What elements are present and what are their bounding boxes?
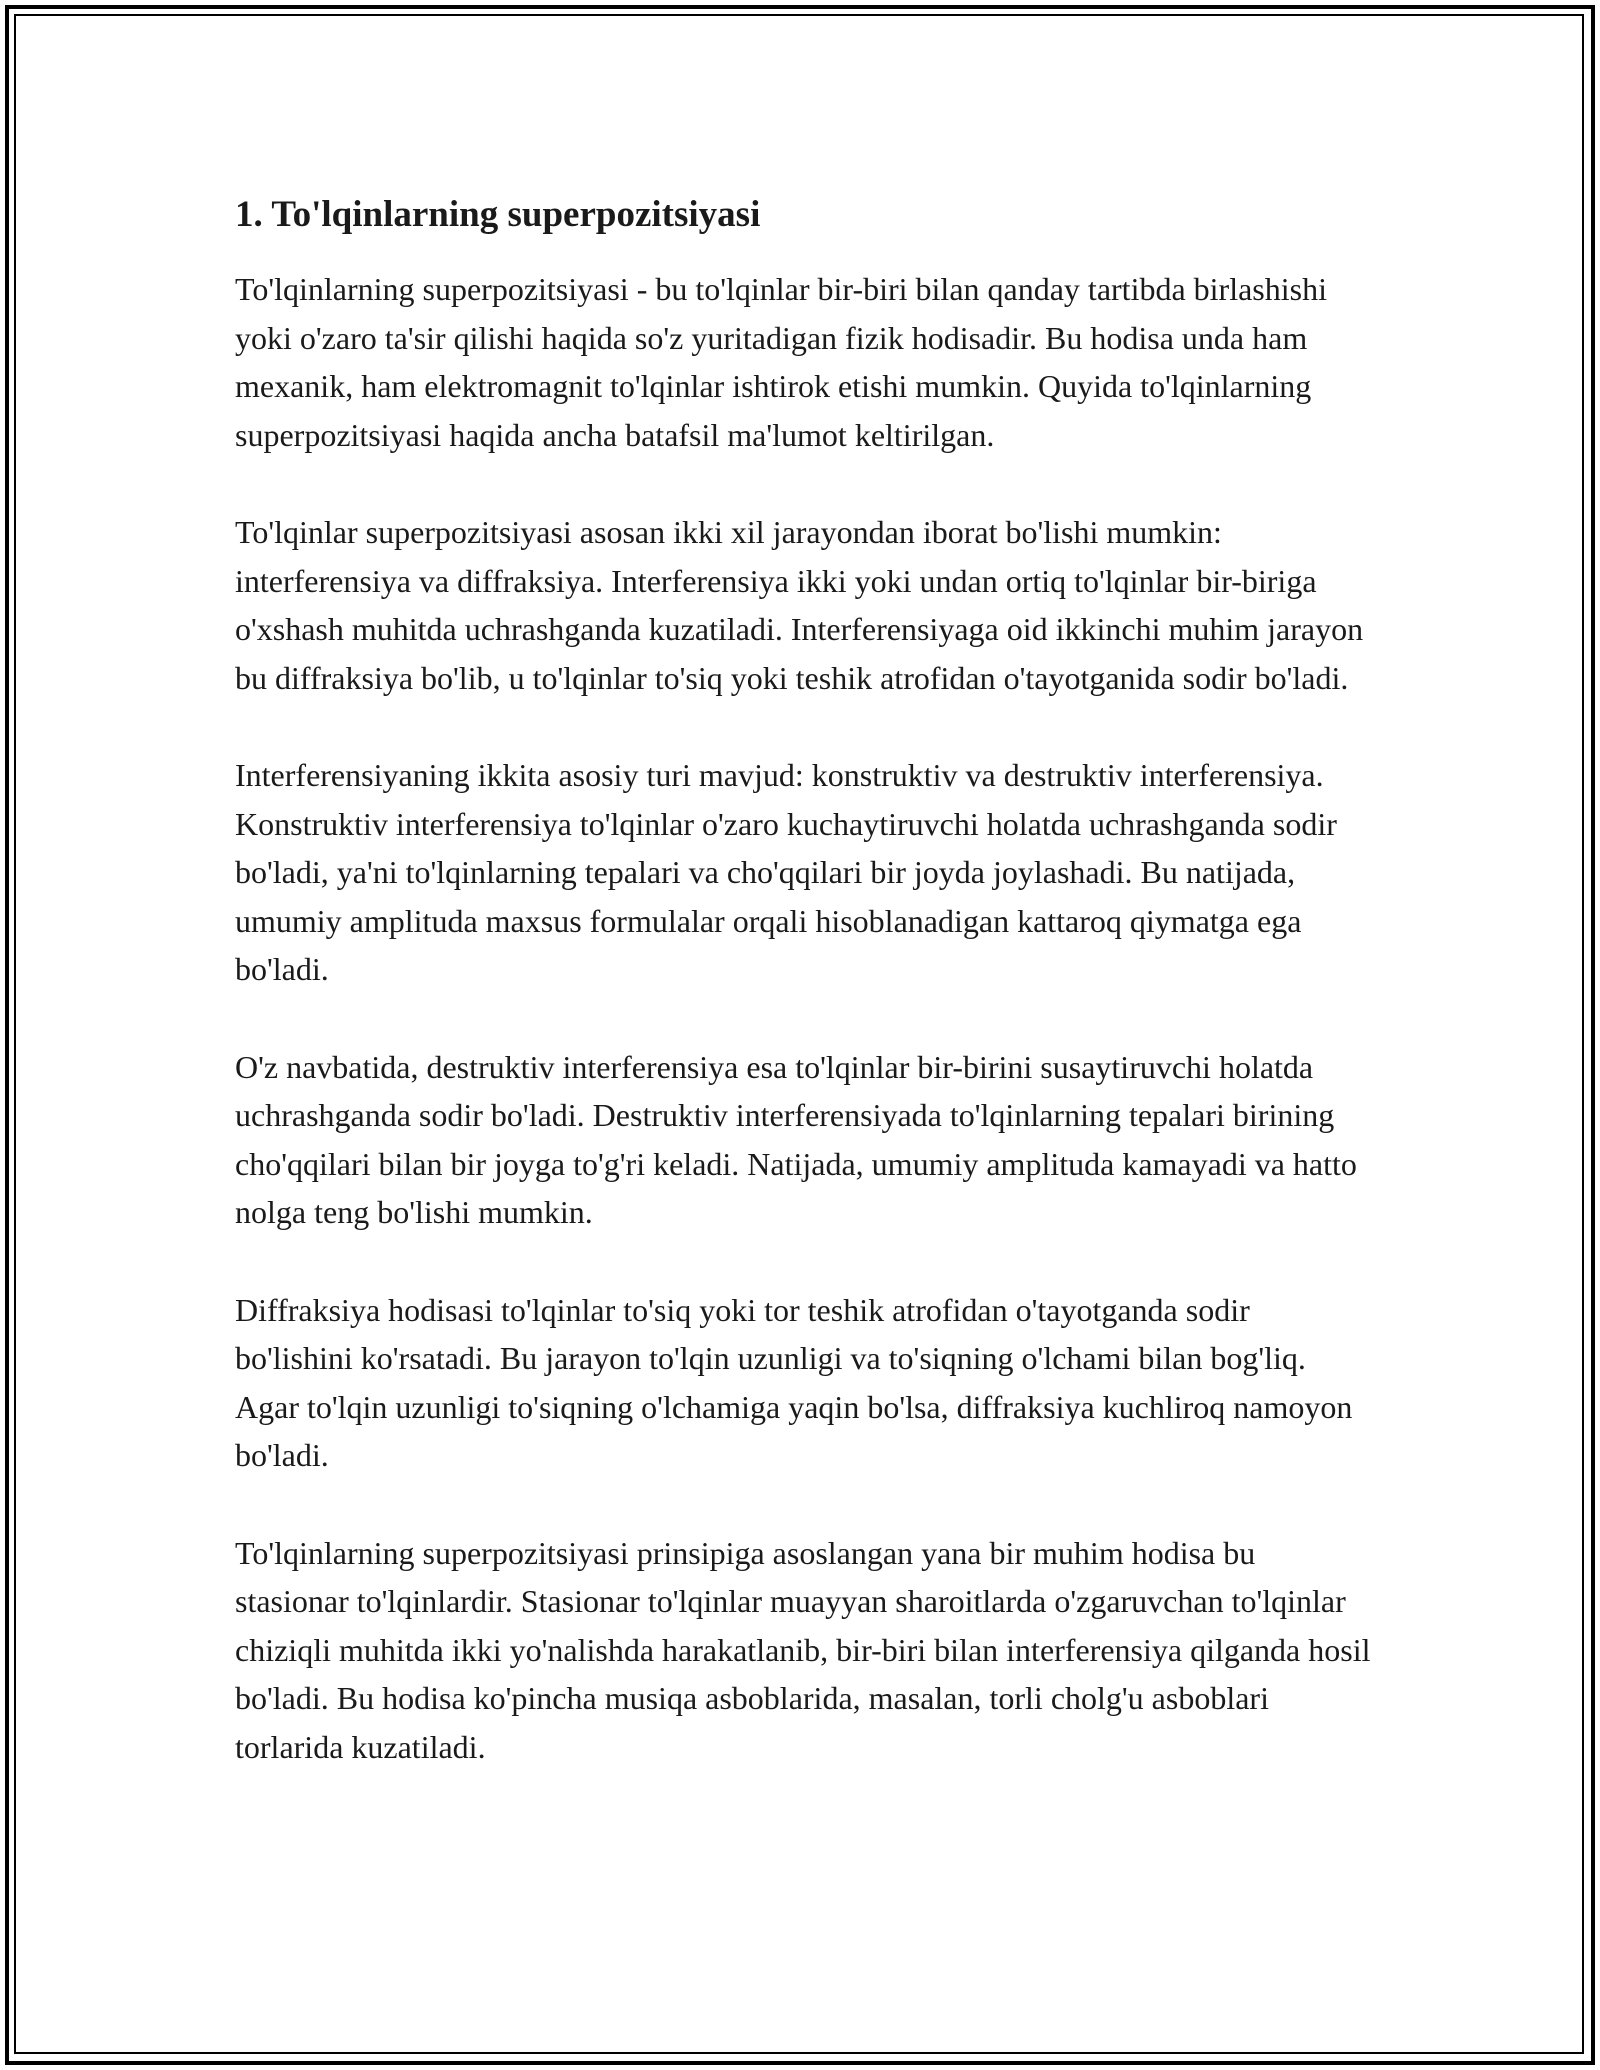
document-body bbox=[235, 185, 1375, 1820]
paragraph-diffraction: Diffraksiya hodisasi to'lqinlar to'siq yoki tor teshik atrofidan o'tayotganda sodir bo'lishini ko'rsatadi. Bu jarayon to'lqin uzunligi va to'siqning o'lchami bilan bog'liq. Agar to'lqin uzunligi to'siqning o'lchamiga yaqin bo'lsa, diffraksiya kuchliroq namoyon bo'ladi. bbox=[235, 1291, 1353, 1473]
paragraph-interference-diffraction: To'lqinlar superpozitsiyasi asosan ikki xil jarayondan iborat bo'lishi mumkin: interferensiya va diffraksiya. Interferensiya ikki yoki undan ortiq to'lqinlar bir-biriga o'xshash muhitda uchrashganda kuzatiladi. Interferensiyaga oid ikkinchi muhim jarayon bu diffraksiya bo'lib, u to'lqinlar to'siq yoki teshik atrofidan o'tayotganida sodir bo'ladi. bbox=[235, 514, 1364, 696]
paragraph-constructive: Interferensiyaning ikkita asosiy turi mavjud: konstruktiv va destruktiv interferensiya. Konstruktiv interferensiya to'lqinlar o'zaro kuchaytiruvchi holatda uchrashganda sodir bo'ladi, ya'ni to'lqinlarning tepalari va cho'qqilari bir joyda joylashadi. Bu natijada, umumiy amplituda maxsus formulalar orqali hisoblanadigan kattaroq qiymatga ega bo'ladi. bbox=[235, 757, 1337, 987]
paragraph-standing-waves: To'lqinlarning superpozitsiyasi prinsipiga asoslangan yana bir muhim hodisa bu stasionar to'lqinlardir. Stasionar to'lqinlar muayyan sharoitlarda o'zgaruvchan to'lqinlar chiziqli muhitda ikki yo'nalishda harakatlanib, bir-biri bilan interferensiya qilganda hosil bo'ladi. Bu hodisa ko'pincha musiqa asboblarida, masalan, torli cholg'u asboblari torlarida kuzatiladi. bbox=[235, 1534, 1371, 1765]
paragraph-destructive: O'z navbatida, destruktiv interferensiya esa to'lqinlar bir-birini susaytiruvchi holatda uchrashganda sodir bo'ladi. Destruktiv interferensiyada to'lqinlarning tepalari birining cho'qqilari bilan bir joyga to'g'ri keladi. Natijada, umumiy amplituda kamayadi va hatto nolga teng bo'lishi mumkin. bbox=[235, 1048, 1357, 1230]
paragraph-intro: To'lqinlarning superpozitsiyasi - bu to'lqinlar bir-biri bilan qanday tartibda birlashishi yoki o'zaro ta'sir qilishi haqida so'z yuritadigan fizik hodisadir. Bu hodisa unda ham mexanik, ham elektromagnit to'lqinlar ishtirok etishi mumkin. Quyida to'lqinlarning superpozitsiyasi haqida ancha batafsil ma'lumot keltirilgan. bbox=[235, 271, 1327, 453]
section-heading: 1. To'lqinlarning superpozitsiyasi bbox=[235, 194, 761, 235]
